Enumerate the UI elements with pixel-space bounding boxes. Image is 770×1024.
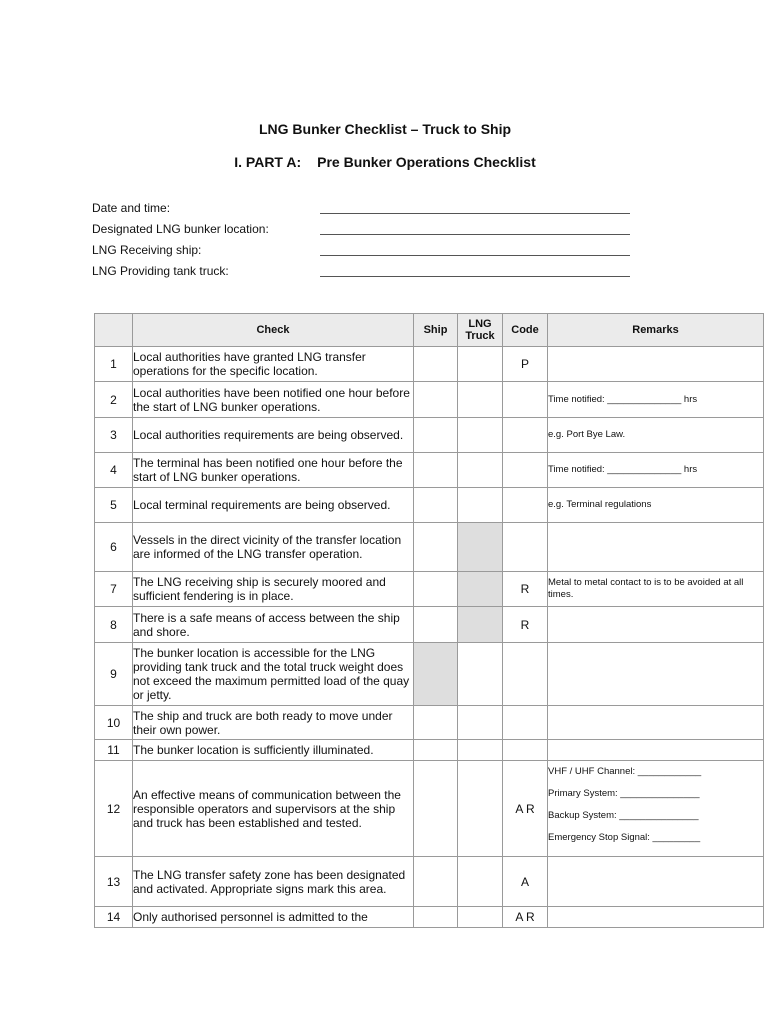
check-text: The terminal has been notified one hour before the start of LNG bunker operations. [133, 453, 414, 488]
row-number: 9 [95, 643, 133, 706]
table-row [95, 382, 764, 418]
date-time-label: Date and time: [92, 201, 171, 215]
row-number: 13 [95, 857, 133, 907]
code-cell [503, 453, 548, 488]
truck-cell-na [458, 572, 503, 607]
row-number: 3 [95, 418, 133, 453]
remarks-cell[interactable] [548, 761, 764, 857]
remarks-cell[interactable] [548, 907, 764, 928]
table-row [95, 347, 764, 382]
table-row [95, 488, 764, 523]
truck-cell[interactable] [458, 706, 503, 740]
backup-system-field[interactable]: Backup System: _______________ [548, 809, 699, 821]
emergency-stop-signal-field[interactable]: Emergency Stop Signal: _________ [548, 831, 701, 843]
row-number: 7 [95, 572, 133, 607]
row-number: 8 [95, 607, 133, 643]
truck-cell[interactable] [458, 857, 503, 907]
truck-cell[interactable] [458, 453, 503, 488]
header-number [95, 314, 133, 347]
truck-cell[interactable] [458, 740, 503, 761]
ship-cell[interactable] [414, 706, 458, 740]
code-cell [503, 488, 548, 523]
section-part-label: I. PART A: [234, 154, 302, 170]
code-cell [503, 418, 548, 453]
ship-cell[interactable] [414, 607, 458, 643]
truck-cell[interactable] [458, 488, 503, 523]
row-number: 12 [95, 761, 133, 857]
header-remarks: Remarks [548, 314, 764, 347]
truck-cell[interactable] [458, 907, 503, 928]
remarks-cell[interactable]: e.g. Port Bye Law. [548, 418, 764, 453]
bunker-location-label: Designated LNG bunker location: [92, 222, 269, 236]
tank-truck-label: LNG Providing tank truck: [92, 264, 229, 278]
primary-system-field[interactable]: Primary System: _______________ [548, 787, 700, 799]
document-title: LNG Bunker Checklist – Truck to Ship [258, 121, 512, 137]
code-cell: A R [503, 907, 548, 928]
check-text: Vessels in the direct vicinity of the transfer location are informed of the LNG transfer operation. [133, 523, 414, 572]
check-text: The LNG receiving ship is securely moored and sufficient fendering is in place. [133, 572, 414, 607]
header-lng-label: LNG [468, 318, 492, 330]
truck-cell[interactable] [458, 382, 503, 418]
remarks-cell[interactable]: Time notified: ______________ hrs [548, 453, 764, 488]
truck-cell[interactable] [458, 347, 503, 382]
header-ship: Ship [414, 314, 458, 347]
table-row [95, 706, 764, 740]
remarks-cell[interactable] [548, 643, 764, 706]
table-row [95, 453, 764, 488]
code-cell: R [503, 572, 548, 607]
section-heading [0, 154, 770, 170]
code-cell [503, 706, 548, 740]
check-text: Local authorities requirements are being observed. [133, 418, 414, 453]
ship-cell[interactable] [414, 523, 458, 572]
communication-details [548, 766, 763, 844]
ship-cell[interactable] [414, 907, 458, 928]
ship-cell[interactable] [414, 382, 458, 418]
date-time-field[interactable] [320, 213, 630, 214]
vhf-uhf-channel-field[interactable]: VHF / UHF Channel: ____________ [548, 765, 702, 777]
table-header-row [95, 314, 764, 347]
receiving-ship-field[interactable] [320, 255, 630, 256]
table-row [95, 607, 764, 643]
row-number: 1 [95, 347, 133, 382]
check-text: The bunker location is sufficiently illuminated. [133, 740, 414, 761]
check-text: An effective means of communication between the responsible operators and supervisors at the ship and truck has been established and tested. [133, 761, 414, 857]
ship-cell-na [414, 643, 458, 706]
remarks-cell[interactable] [548, 857, 764, 907]
table-row [95, 761, 764, 857]
truck-cell-na [458, 607, 503, 643]
checklist-table [94, 313, 764, 928]
check-text: The ship and truck are both ready to move under their own power. [133, 706, 414, 740]
receiving-ship-label: LNG Receiving ship: [92, 243, 202, 257]
table-row [95, 907, 764, 928]
table-row [95, 740, 764, 761]
remarks-cell[interactable] [548, 607, 764, 643]
header-code: Code [503, 314, 548, 347]
code-cell: A R [503, 761, 548, 857]
code-cell: P [503, 347, 548, 382]
bunker-location-field[interactable] [320, 234, 630, 235]
ship-cell[interactable] [414, 761, 458, 857]
header-lng-truck [458, 314, 503, 347]
remarks-cell[interactable] [548, 523, 764, 572]
header-truck-label: Truck [465, 330, 495, 342]
check-text: Local authorities have granted LNG transfer operations for the specific location. [133, 347, 414, 382]
remarks-cell[interactable] [548, 740, 764, 761]
code-cell [503, 643, 548, 706]
ship-cell[interactable] [414, 857, 458, 907]
header-check: Check [133, 314, 414, 347]
truck-cell[interactable] [458, 418, 503, 453]
ship-cell[interactable] [414, 572, 458, 607]
code-cell [503, 740, 548, 761]
truck-cell-na [458, 523, 503, 572]
ship-cell[interactable] [414, 347, 458, 382]
row-number: 4 [95, 453, 133, 488]
ship-cell[interactable] [414, 418, 458, 453]
check-text: Only authorised personnel is admitted to the [133, 907, 414, 928]
ship-cell[interactable] [414, 488, 458, 523]
check-text: Local authorities have been notified one hour before the start of LNG bunker operations. [133, 382, 414, 418]
code-cell: R [503, 607, 548, 643]
row-number: 5 [95, 488, 133, 523]
ship-cell[interactable] [414, 453, 458, 488]
remarks-cell[interactable] [548, 347, 764, 382]
remarks-cell[interactable]: Metal to metal contact to is to be avoided at all times. [548, 572, 764, 607]
row-number: 2 [95, 382, 133, 418]
check-text: Local terminal requirements are being observed. [133, 488, 414, 523]
table-row [95, 418, 764, 453]
check-text: There is a safe means of access between the ship and shore. [133, 607, 414, 643]
row-number: 6 [95, 523, 133, 572]
section-name: Pre Bunker Operations Checklist [317, 154, 536, 170]
code-cell: A [503, 857, 548, 907]
remarks-cell[interactable]: e.g. Terminal regulations [548, 488, 764, 523]
code-cell [503, 523, 548, 572]
row-number: 14 [95, 907, 133, 928]
truck-cell[interactable] [458, 643, 503, 706]
check-text: The LNG transfer safety zone has been designated and activated. Appropriate signs mark this area. [133, 857, 414, 907]
row-number: 11 [95, 740, 133, 761]
code-cell [503, 382, 548, 418]
tank-truck-field[interactable] [320, 276, 630, 277]
ship-cell[interactable] [414, 740, 458, 761]
row-number: 10 [95, 706, 133, 740]
table-row [95, 857, 764, 907]
remarks-cell[interactable]: Time notified: ______________ hrs [548, 382, 764, 418]
remarks-cell[interactable] [548, 706, 764, 740]
table-row [95, 523, 764, 572]
check-text: The bunker location is accessible for the LNG providing tank truck and the total truck weight does not exceed the maximum permitted load of the quay or jetty. [133, 643, 414, 706]
table-row [95, 643, 764, 706]
table-row [95, 572, 764, 607]
truck-cell[interactable] [458, 761, 503, 857]
